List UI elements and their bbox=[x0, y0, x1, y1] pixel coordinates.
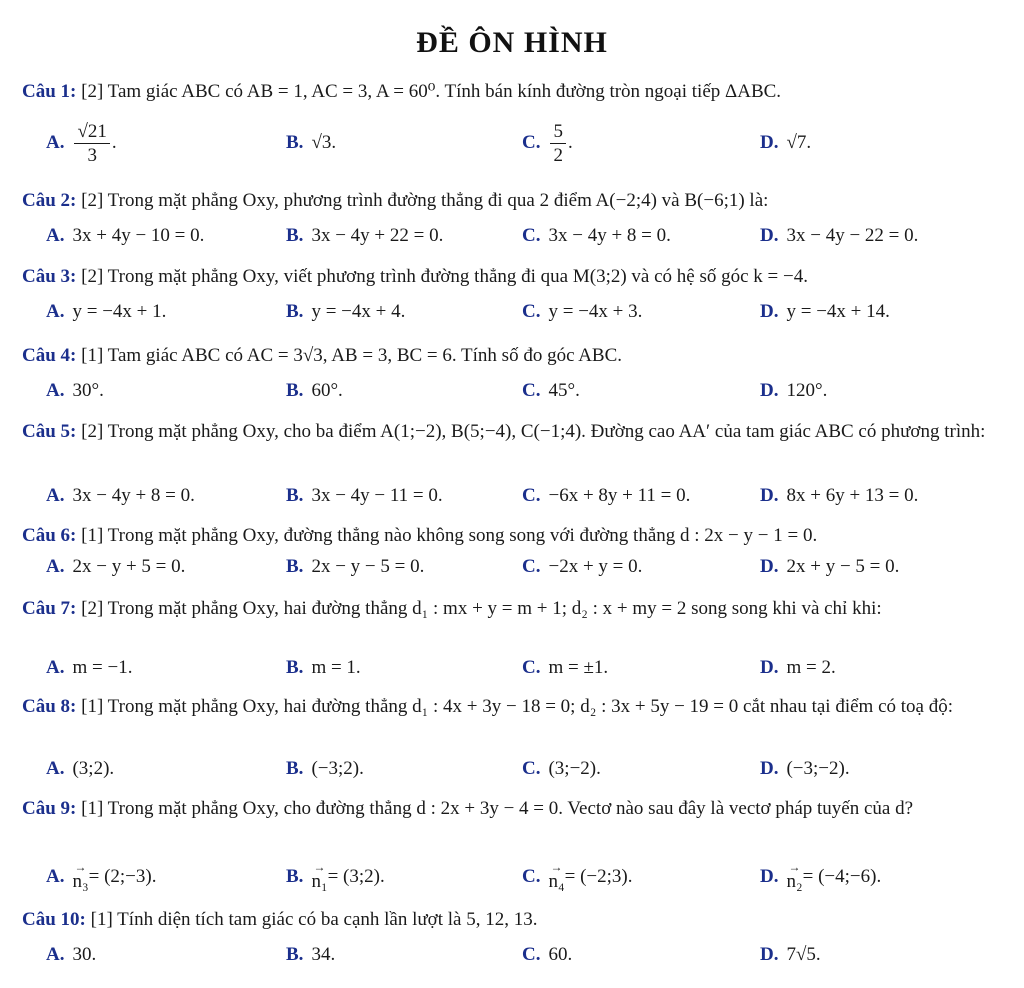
vector-name: n₄ bbox=[548, 871, 565, 892]
option-value: −6x + 8y + 11 = 0. bbox=[548, 485, 691, 506]
option-d[interactable] bbox=[760, 374, 827, 408]
option-letter: C. bbox=[522, 485, 541, 506]
option-b[interactable] bbox=[286, 860, 385, 894]
option-value: = (−4;−6). bbox=[802, 866, 882, 887]
options-9 bbox=[46, 860, 1006, 894]
option-letter: D. bbox=[760, 225, 779, 246]
vector-arrow-icon: → bbox=[550, 860, 563, 874]
option-b[interactable] bbox=[286, 219, 443, 253]
option-value: 3x − 4y − 11 = 0. bbox=[311, 485, 443, 506]
option-b[interactable] bbox=[286, 479, 443, 513]
options-1 bbox=[46, 120, 1006, 166]
option-value: 3x − 4y − 22 = 0. bbox=[786, 225, 919, 246]
option-c[interactable] bbox=[522, 938, 572, 972]
question-3 bbox=[22, 263, 1018, 290]
option-letter: C. bbox=[522, 225, 541, 246]
option-letter: A. bbox=[46, 301, 65, 322]
question-text: [2] Trong mặt phẳng Oxy, hai đường thẳng d₁ : mx + y = m + 1; d₂ : x + my = 2 song song khi và chỉ khi: bbox=[81, 598, 882, 619]
option-b[interactable] bbox=[286, 295, 405, 329]
option-c[interactable] bbox=[522, 479, 690, 513]
options-4 bbox=[46, 374, 1006, 408]
option-a[interactable] bbox=[46, 120, 117, 166]
question-label: Câu 8: bbox=[22, 696, 77, 717]
fraction bbox=[550, 122, 566, 165]
option-a[interactable] bbox=[46, 938, 96, 972]
options-5 bbox=[46, 479, 1006, 513]
option-b[interactable] bbox=[286, 938, 335, 972]
option-value: m = 2. bbox=[786, 657, 836, 678]
options-6 bbox=[46, 550, 1006, 584]
fraction bbox=[74, 122, 109, 165]
option-letter: B. bbox=[286, 380, 304, 401]
option-letter: B. bbox=[286, 301, 304, 322]
option-letter: D. bbox=[760, 380, 779, 401]
option-letter: B. bbox=[286, 657, 304, 678]
option-value: 8x + 6y + 13 = 0. bbox=[786, 485, 919, 506]
option-value: 2x + y − 5 = 0. bbox=[786, 556, 900, 577]
question-8 bbox=[22, 693, 1018, 720]
vector bbox=[311, 860, 328, 892]
option-letter: C. bbox=[522, 758, 541, 779]
question-2 bbox=[22, 187, 1018, 214]
question-text: [1] Trong mặt phẳng Oxy, đường thẳng nào không song song với đường thẳng d : 2x − y − 1 = 0. bbox=[81, 525, 818, 546]
question-label: Câu 10: bbox=[22, 909, 86, 930]
option-d[interactable] bbox=[760, 479, 918, 513]
vector-name: n₂ bbox=[786, 871, 803, 892]
options-8 bbox=[46, 752, 1006, 786]
option-value: (−3;2). bbox=[311, 758, 364, 779]
option-d[interactable] bbox=[760, 938, 821, 972]
question-text: [1] Trong mặt phẳng Oxy, hai đường thẳng d₁ : 4x + 3y − 18 = 0; d₂ : 3x + 5y − 19 = 0 cắt nhau tại điểm có toạ độ: bbox=[81, 696, 953, 717]
question-4 bbox=[22, 342, 1018, 369]
option-d[interactable] bbox=[760, 651, 836, 685]
option-suffix: . bbox=[567, 132, 573, 153]
option-d[interactable] bbox=[760, 295, 890, 329]
option-b[interactable] bbox=[286, 126, 336, 160]
question-5 bbox=[22, 418, 1018, 445]
option-letter: D. bbox=[760, 866, 779, 887]
fraction-numerator: √21 bbox=[74, 122, 109, 144]
option-value: −2x + y = 0. bbox=[548, 556, 643, 577]
option-value: y = −4x + 14. bbox=[786, 301, 890, 322]
question-label: Câu 6: bbox=[22, 525, 77, 546]
option-value: 2x − y + 5 = 0. bbox=[72, 556, 186, 577]
option-a[interactable] bbox=[46, 550, 185, 584]
option-letter: C. bbox=[522, 380, 541, 401]
options-3 bbox=[46, 295, 1006, 329]
option-value: 3x − 4y + 8 = 0. bbox=[548, 225, 671, 246]
question-7 bbox=[22, 595, 1018, 622]
option-value: (−3;−2). bbox=[786, 758, 850, 779]
option-value: 120°. bbox=[786, 380, 828, 401]
fraction-numerator: 5 bbox=[550, 122, 566, 144]
vector-name: n₁ bbox=[311, 871, 328, 892]
question-text: [2] Trong mặt phẳng Oxy, cho ba điểm A(1;−2), B(5;−4), C(−1;4). Đường cao AA′ của tam giác ABC có phương trình: bbox=[81, 421, 986, 442]
question-text: [1] Tính diện tích tam giác có ba cạnh lần lượt là 5, 12, 13. bbox=[90, 909, 538, 930]
option-suffix: . bbox=[111, 132, 117, 153]
question-label: Câu 5: bbox=[22, 421, 77, 442]
option-letter: D. bbox=[760, 485, 779, 506]
option-letter: A. bbox=[46, 758, 65, 779]
option-a[interactable] bbox=[46, 651, 132, 685]
options-10 bbox=[46, 938, 1006, 972]
option-b[interactable] bbox=[286, 550, 424, 584]
vector bbox=[548, 860, 565, 892]
option-value: m = 1. bbox=[311, 657, 361, 678]
option-value: 3x − 4y + 22 = 0. bbox=[311, 225, 444, 246]
option-b[interactable] bbox=[286, 752, 364, 786]
option-letter: B. bbox=[286, 132, 304, 153]
question-text: [2] Tam giác ABC có AB = 1, AC = 3, A = 60⁰. Tính bán kính đường tròn ngoại tiếp ΔABC. bbox=[81, 81, 782, 102]
option-value: y = −4x + 3. bbox=[548, 301, 643, 322]
option-letter: B. bbox=[286, 758, 304, 779]
question-text: [1] Trong mặt phẳng Oxy, cho đường thẳng d : 2x + 3y − 4 = 0. Vectơ nào sau đây là vectơ pháp tuyến của d? bbox=[81, 798, 914, 819]
option-letter: C. bbox=[522, 301, 541, 322]
option-value: m = −1. bbox=[72, 657, 133, 678]
option-b[interactable] bbox=[286, 374, 343, 408]
option-value: 60°. bbox=[311, 380, 343, 401]
option-letter: B. bbox=[286, 944, 304, 965]
option-c[interactable] bbox=[522, 295, 642, 329]
question-text: [1] Tam giác ABC có AC = 3√3, AB = 3, BC = 6. Tính số đo góc ABC. bbox=[81, 345, 623, 366]
option-d[interactable] bbox=[760, 752, 850, 786]
option-c[interactable] bbox=[522, 752, 601, 786]
option-letter: A. bbox=[46, 485, 65, 506]
option-value: = (3;2). bbox=[327, 866, 385, 887]
option-value: (3;2). bbox=[72, 758, 115, 779]
option-value: 60. bbox=[548, 944, 573, 965]
option-value: 30°. bbox=[72, 380, 104, 401]
option-letter: C. bbox=[522, 944, 541, 965]
option-d[interactable] bbox=[760, 126, 811, 160]
option-letter: A. bbox=[46, 556, 65, 577]
option-letter: A. bbox=[46, 866, 65, 887]
option-letter: C. bbox=[522, 866, 541, 887]
vector bbox=[786, 860, 803, 892]
option-letter: C. bbox=[522, 657, 541, 678]
option-letter: C. bbox=[522, 132, 541, 153]
option-c[interactable] bbox=[522, 860, 632, 894]
option-a[interactable] bbox=[46, 752, 114, 786]
option-a[interactable] bbox=[46, 219, 204, 253]
vector-name: n₃ bbox=[72, 871, 89, 892]
option-c[interactable] bbox=[522, 120, 573, 166]
option-value: y = −4x + 4. bbox=[311, 301, 406, 322]
option-letter: D. bbox=[760, 944, 779, 965]
option-value: = (2;−3). bbox=[88, 866, 157, 887]
option-a[interactable] bbox=[46, 374, 104, 408]
option-value: y = −4x + 1. bbox=[72, 301, 167, 322]
options-2 bbox=[46, 219, 1006, 253]
question-10 bbox=[22, 906, 1018, 933]
option-letter: C. bbox=[522, 556, 541, 577]
option-a[interactable] bbox=[46, 295, 166, 329]
vector-arrow-icon: → bbox=[788, 860, 801, 874]
fraction-denominator: 3 bbox=[87, 144, 97, 166]
option-letter: A. bbox=[46, 380, 65, 401]
option-d[interactable] bbox=[760, 860, 881, 894]
question-label: Câu 4: bbox=[22, 345, 77, 366]
option-a[interactable] bbox=[46, 860, 156, 894]
option-letter: D. bbox=[760, 758, 779, 779]
option-letter: B. bbox=[286, 866, 304, 887]
option-letter: D. bbox=[760, 301, 779, 322]
page-title: ĐỀ ÔN HÌNH bbox=[416, 26, 608, 59]
option-a[interactable] bbox=[46, 479, 195, 513]
vector bbox=[72, 860, 89, 892]
option-letter: A. bbox=[46, 657, 65, 678]
option-value: √3. bbox=[311, 132, 337, 153]
question-label: Câu 2: bbox=[22, 190, 77, 211]
option-value: √7. bbox=[786, 132, 812, 153]
question-6 bbox=[22, 522, 1018, 549]
vector-arrow-icon: → bbox=[313, 860, 326, 874]
fraction-denominator: 2 bbox=[553, 144, 563, 166]
option-letter: A. bbox=[46, 225, 65, 246]
options-7 bbox=[46, 651, 1006, 685]
option-c[interactable] bbox=[522, 550, 642, 584]
option-letter: D. bbox=[760, 657, 779, 678]
option-letter: D. bbox=[760, 556, 779, 577]
option-d[interactable] bbox=[760, 550, 899, 584]
option-d[interactable] bbox=[760, 219, 918, 253]
option-letter: A. bbox=[46, 944, 65, 965]
option-letter: D. bbox=[760, 132, 779, 153]
vector-arrow-icon: → bbox=[74, 860, 87, 874]
question-text: [2] Trong mặt phẳng Oxy, phương trình đường thẳng đi qua 2 điểm A(−2;4) và B(−6;1) là: bbox=[81, 190, 769, 211]
option-b[interactable] bbox=[286, 651, 361, 685]
option-letter: B. bbox=[286, 485, 304, 506]
question-text: [2] Trong mặt phẳng Oxy, viết phương trình đường thẳng đi qua M(3;2) và có hệ số góc k = −4. bbox=[81, 266, 808, 287]
option-value: 34. bbox=[311, 944, 336, 965]
question-9 bbox=[22, 795, 1018, 822]
option-value: m = ±1. bbox=[548, 657, 609, 678]
option-letter: B. bbox=[286, 225, 304, 246]
option-value: = (−2;3). bbox=[564, 866, 633, 887]
option-c[interactable] bbox=[522, 651, 608, 685]
option-value: 3x + 4y − 10 = 0. bbox=[72, 225, 205, 246]
option-value: (3;−2). bbox=[548, 758, 601, 779]
question-1 bbox=[22, 78, 1018, 105]
option-value: 3x − 4y + 8 = 0. bbox=[72, 485, 195, 506]
option-value: 7√5. bbox=[786, 944, 821, 965]
option-letter: A. bbox=[46, 132, 65, 153]
option-c[interactable] bbox=[522, 219, 671, 253]
question-label: Câu 9: bbox=[22, 798, 77, 819]
question-label: Câu 7: bbox=[22, 598, 77, 619]
question-label: Câu 1: bbox=[22, 81, 77, 102]
option-letter: B. bbox=[286, 556, 304, 577]
question-label: Câu 3: bbox=[22, 266, 77, 287]
option-value: 45°. bbox=[548, 380, 580, 401]
option-value: 30. bbox=[72, 944, 97, 965]
option-value: 2x − y − 5 = 0. bbox=[311, 556, 425, 577]
option-c[interactable] bbox=[522, 374, 580, 408]
